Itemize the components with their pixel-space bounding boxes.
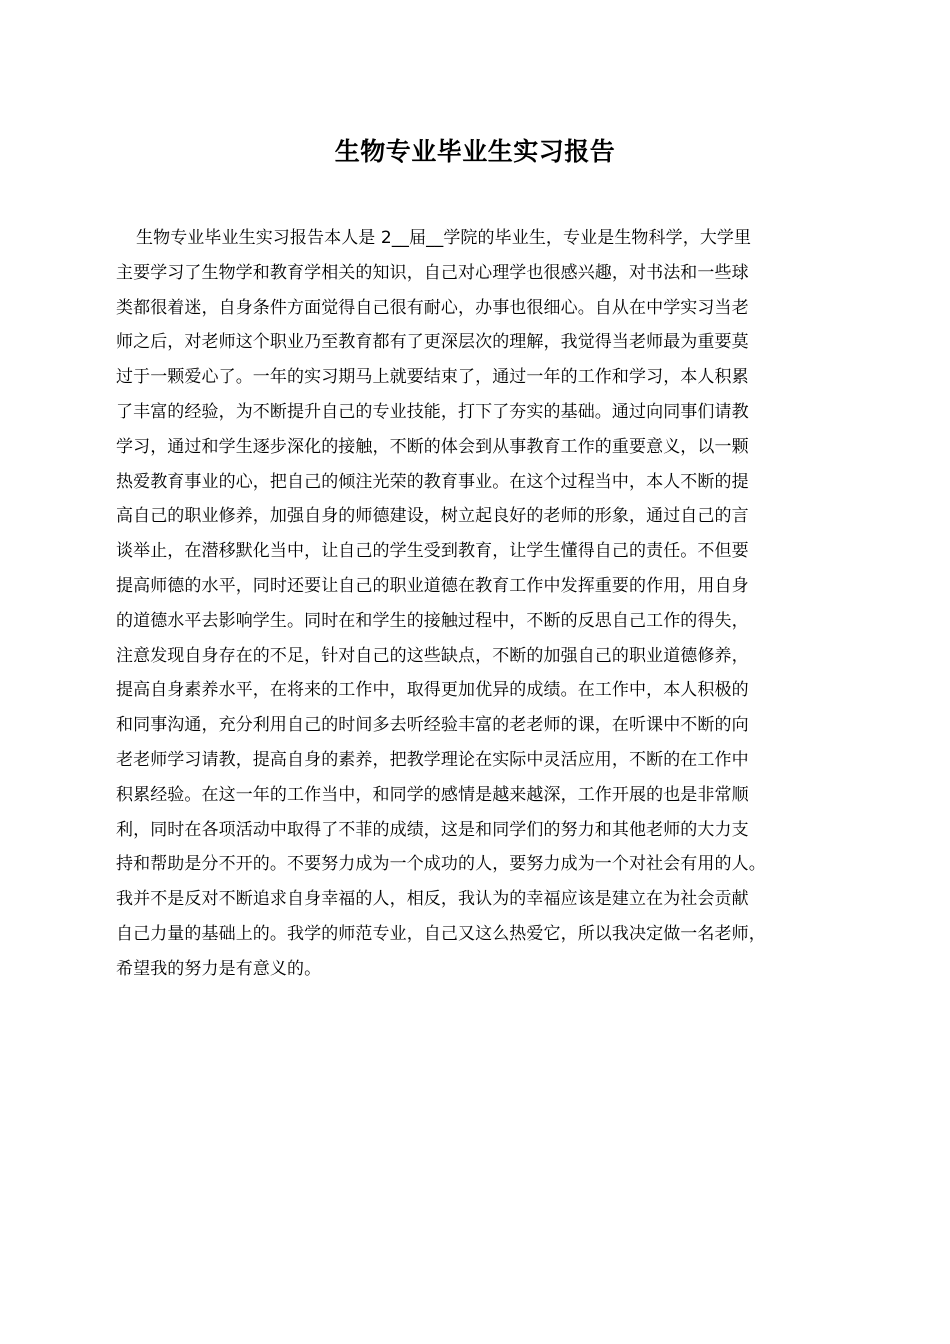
body-line: 利，同时在各项活动中取得了不菲的成绩，这是和同学们的努力和其他老师的大力支 [116, 819, 749, 840]
body-line: 类都很着迷，自身条件方面觉得自己很有耐心，办事也很细心。自从在中学实习当老 [116, 297, 749, 318]
body-line: 主要学习了生物学和教育学相关的知识，自己对心理学也很感兴趣，对书法和一些球 [116, 262, 749, 283]
body-line: 提高师德的水平，同时还要让自己的职业道德在教育工作中发挥重要的作用，用自身 [116, 575, 749, 596]
body-line: 提高自身素养水平，在将来的工作中，取得更加优异的成绩。在工作中，本人积极的 [116, 680, 749, 701]
body-line: 老老师学习请教，提高自身的素养，把教学理论在实际中灵活应用，不断的在工作中 [116, 749, 749, 770]
document-title: 生物专业毕业生实习报告 [334, 137, 616, 166]
body-line: 生物专业毕业生实习报告本人是 2__届__学院的毕业生，专业是生物科学，大学里 [136, 228, 752, 248]
body-line: 过于一颗爱心了。一年的实习期马上就要结束了，通过一年的工作和学习，本人积累 [116, 367, 749, 388]
body-line: 希望我的努力是有意义的。 [116, 958, 322, 979]
body-line: 了丰富的经验，为不断提升自己的专业技能，打下了夯实的基础。通过向同事们请教 [116, 401, 749, 422]
body-line: 的道德水平去影响学生。同时在和学生的接触过程中，不断的反思自己工作的得失， [116, 610, 749, 631]
document-body [116, 221, 840, 987]
body-line: 谈举止，在潜移默化当中，让自己的学生受到教育，让学生懂得自己的责任。不但要 [116, 541, 749, 562]
body-line: 我并不是反对不断追求自身幸福的人，相反，我认为的幸福应该是建立在为社会贡献 [116, 889, 749, 910]
body-line: 自己力量的基础上的。我学的师范专业，自己又这么热爱它，所以我决定做一名老师， [116, 923, 766, 944]
body-line: 高自己的职业修养，加强自身的师德建设，树立起良好的老师的形象，通过自己的言 [116, 506, 749, 527]
body-line: 学习，通过和学生逐步深化的接触，不断的体会到从事教育工作的重要意义，以一颗 [116, 436, 749, 457]
body-line: 注意发现自身存在的不足，针对自己的这些缺点，不断的加强自己的职业道德修养， [116, 645, 749, 666]
body-line: 持和帮助是分不开的。不要努力成为一个成功的人，要努力成为一个对社会有用的人。 [116, 854, 766, 875]
body-line: 师之后，对老师这个职业乃至教育都有了更深层次的理解，我觉得当老师最为重要莫 [116, 332, 749, 353]
body-line: 热爱教育事业的心，把自己的倾注光荣的教育事业。在这个过程当中，本人不断的提 [116, 471, 749, 492]
body-line: 和同事沟通，充分利用自己的时间多去听经验丰富的老老师的课，在听课中不断的向 [116, 715, 749, 736]
body-line: 积累经验。在这一年的工作当中，和同学的感情是越来越深，工作开展的也是非常顺 [116, 784, 749, 805]
